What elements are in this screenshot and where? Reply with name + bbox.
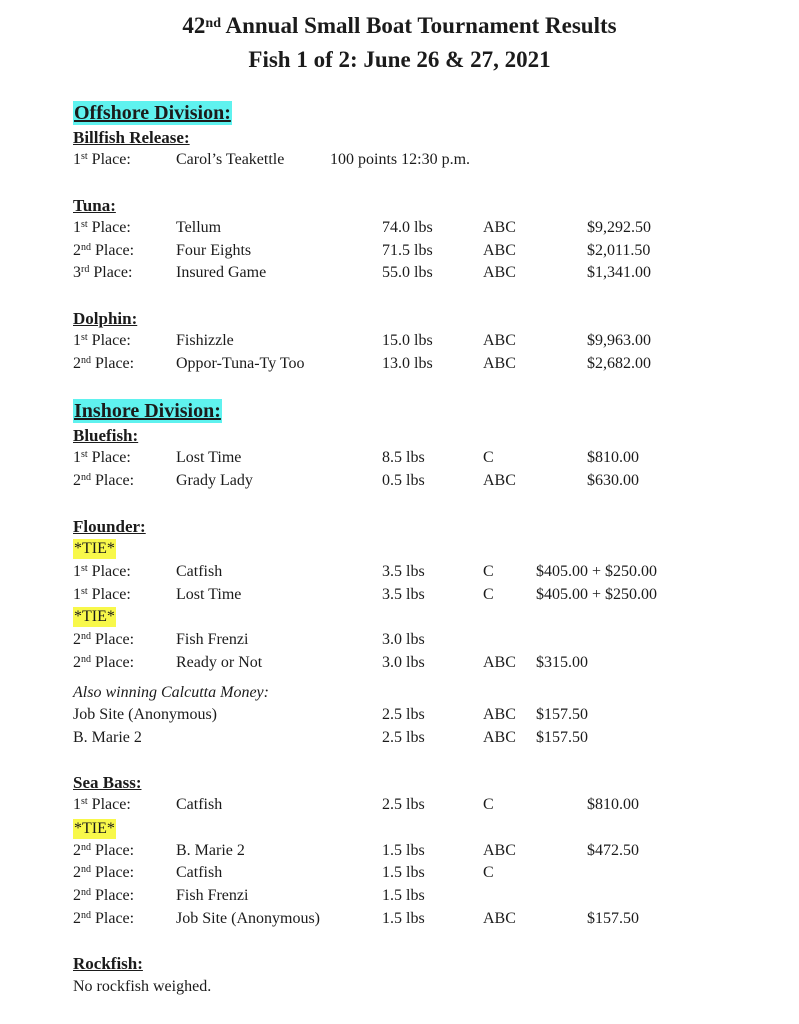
boat-name: Tellum: [176, 219, 222, 236]
boat-name: Fishizzle: [176, 332, 234, 349]
place-label: 1st Place:: [73, 563, 131, 580]
points-time: 100 points 12:30 p.m.: [330, 151, 471, 168]
place-label: 2nd Place:: [73, 355, 135, 372]
prize-amount: $405.00 + $250.00: [536, 586, 658, 603]
class-code: C: [483, 586, 494, 603]
weight: 1.5 lbs: [382, 864, 425, 881]
class-code: ABC: [483, 729, 516, 746]
place-label: 2nd Place:: [73, 864, 135, 881]
weight: 15.0 lbs: [382, 332, 433, 349]
boat-name: Lost Time: [176, 586, 242, 603]
boat-name: B. Marie 2: [73, 729, 142, 746]
boat-name: Ready or Not: [176, 654, 263, 671]
boat-name: Job Site (Anonymous): [73, 706, 217, 723]
page-subtitle: Fish 1 of 2: June 26 & 27, 2021: [248, 47, 551, 72]
place-label: 2nd Place:: [73, 631, 135, 648]
class-code: C: [483, 563, 494, 580]
weight: 1.5 lbs: [382, 910, 425, 927]
prize-amount: $472.50: [587, 842, 639, 859]
place-label: 2nd Place:: [73, 472, 135, 489]
class-code: ABC: [483, 842, 516, 859]
title-ordinal-suffix: nd: [205, 16, 221, 31]
boat-name: Carol’s Teakettle: [176, 151, 285, 168]
tuna-heading: Tuna:: [73, 196, 116, 215]
weight: 71.5 lbs: [382, 242, 433, 259]
weight: 3.5 lbs: [382, 586, 425, 603]
boat-name: Catfish: [176, 563, 223, 580]
prize-amount: $2,682.00: [587, 355, 651, 372]
prize-amount: $157.50: [587, 910, 639, 927]
prize-amount: $405.00 + $250.00: [536, 563, 658, 580]
class-code: C: [483, 864, 494, 881]
tie-badge: *TIE*: [74, 820, 115, 837]
prize-amount: $630.00: [587, 472, 639, 489]
place-label: 1st Place:: [73, 586, 131, 603]
boat-name: Job Site (Anonymous): [176, 910, 320, 927]
class-code: C: [483, 796, 494, 813]
place-label: 1st Place:: [73, 219, 131, 236]
place-label: 1st Place:: [73, 151, 131, 168]
boat-name: Oppor-Tuna-Ty Too: [176, 355, 305, 372]
boat-name: B. Marie 2: [176, 842, 245, 859]
class-code: ABC: [483, 472, 516, 489]
weight: 1.5 lbs: [382, 887, 425, 904]
class-code: ABC: [483, 332, 516, 349]
class-code: ABC: [483, 654, 516, 671]
class-code: ABC: [483, 219, 516, 236]
place-label: 2nd Place:: [73, 910, 135, 927]
weight: 0.5 lbs: [382, 472, 425, 489]
weight: 2.5 lbs: [382, 729, 425, 746]
flounder-heading: Flounder:: [73, 517, 146, 536]
inshore-division-heading: Inshore Division:: [74, 400, 221, 422]
place-label: 1st Place:: [73, 449, 131, 466]
prize-amount: $1,341.00: [587, 264, 651, 281]
class-code: ABC: [483, 264, 516, 281]
tie-badge: *TIE*: [74, 540, 115, 557]
billfish-heading: Billfish Release:: [73, 128, 190, 147]
weight: 55.0 lbs: [382, 264, 433, 281]
page-title: [0, 12, 799, 40]
place-label: 3rd Place:: [73, 264, 133, 281]
place-label: 1st Place:: [73, 332, 131, 349]
boat-name: Four Eights: [176, 242, 252, 259]
title-text: Annual Small Boat Tournament Results: [225, 13, 617, 38]
weight: 2.5 lbs: [382, 796, 425, 813]
prize-amount: $2,011.50: [587, 242, 651, 259]
place-label: 2nd Place:: [73, 842, 135, 859]
weight: 1.5 lbs: [382, 842, 425, 859]
prize-amount: $9,292.50: [587, 219, 651, 236]
rockfish-heading: Rockfish:: [73, 954, 143, 973]
offshore-division-heading: Offshore Division:: [74, 102, 231, 124]
boat-name: Grady Lady: [176, 472, 253, 489]
place-label: 2nd Place:: [73, 654, 135, 671]
boat-name: Insured Game: [176, 264, 267, 281]
dolphin-heading: Dolphin:: [73, 309, 138, 328]
weight: 3.0 lbs: [382, 654, 425, 671]
boat-name: Fish Frenzi: [176, 887, 249, 904]
bluefish-heading: Bluefish:: [73, 426, 139, 445]
place-label: 2nd Place:: [73, 242, 135, 259]
prize-amount: $810.00: [587, 796, 639, 813]
class-code: ABC: [483, 355, 516, 372]
class-code: ABC: [483, 242, 516, 259]
prize-amount: $315.00: [536, 654, 588, 671]
weight: 8.5 lbs: [382, 449, 425, 466]
place-label: 1st Place:: [73, 796, 131, 813]
boat-name: Fish Frenzi: [176, 631, 249, 648]
weight: 13.0 lbs: [382, 355, 433, 372]
class-code: ABC: [483, 706, 516, 723]
rockfish-note: No rockfish weighed.: [73, 978, 212, 995]
class-code: ABC: [483, 910, 516, 927]
weight: 2.5 lbs: [382, 706, 425, 723]
weight: 3.5 lbs: [382, 563, 425, 580]
prize-amount: $157.50: [536, 706, 588, 723]
calcutta-note: Also winning Calcutta Money:: [73, 684, 269, 701]
seabass-heading: Sea Bass:: [73, 773, 142, 792]
class-code: C: [483, 449, 494, 466]
boat-name: Catfish: [176, 796, 223, 813]
boat-name: Lost Time: [176, 449, 242, 466]
weight: 74.0 lbs: [382, 219, 433, 236]
tie-badge: *TIE*: [74, 608, 115, 625]
prize-amount: $157.50: [536, 729, 588, 746]
title-ordinal-number: 42: [182, 13, 206, 38]
boat-name: Catfish: [176, 864, 223, 881]
prize-amount: $810.00: [587, 449, 639, 466]
place-label: 2nd Place:: [73, 887, 135, 904]
weight: 3.0 lbs: [382, 631, 425, 648]
prize-amount: $9,963.00: [587, 332, 651, 349]
